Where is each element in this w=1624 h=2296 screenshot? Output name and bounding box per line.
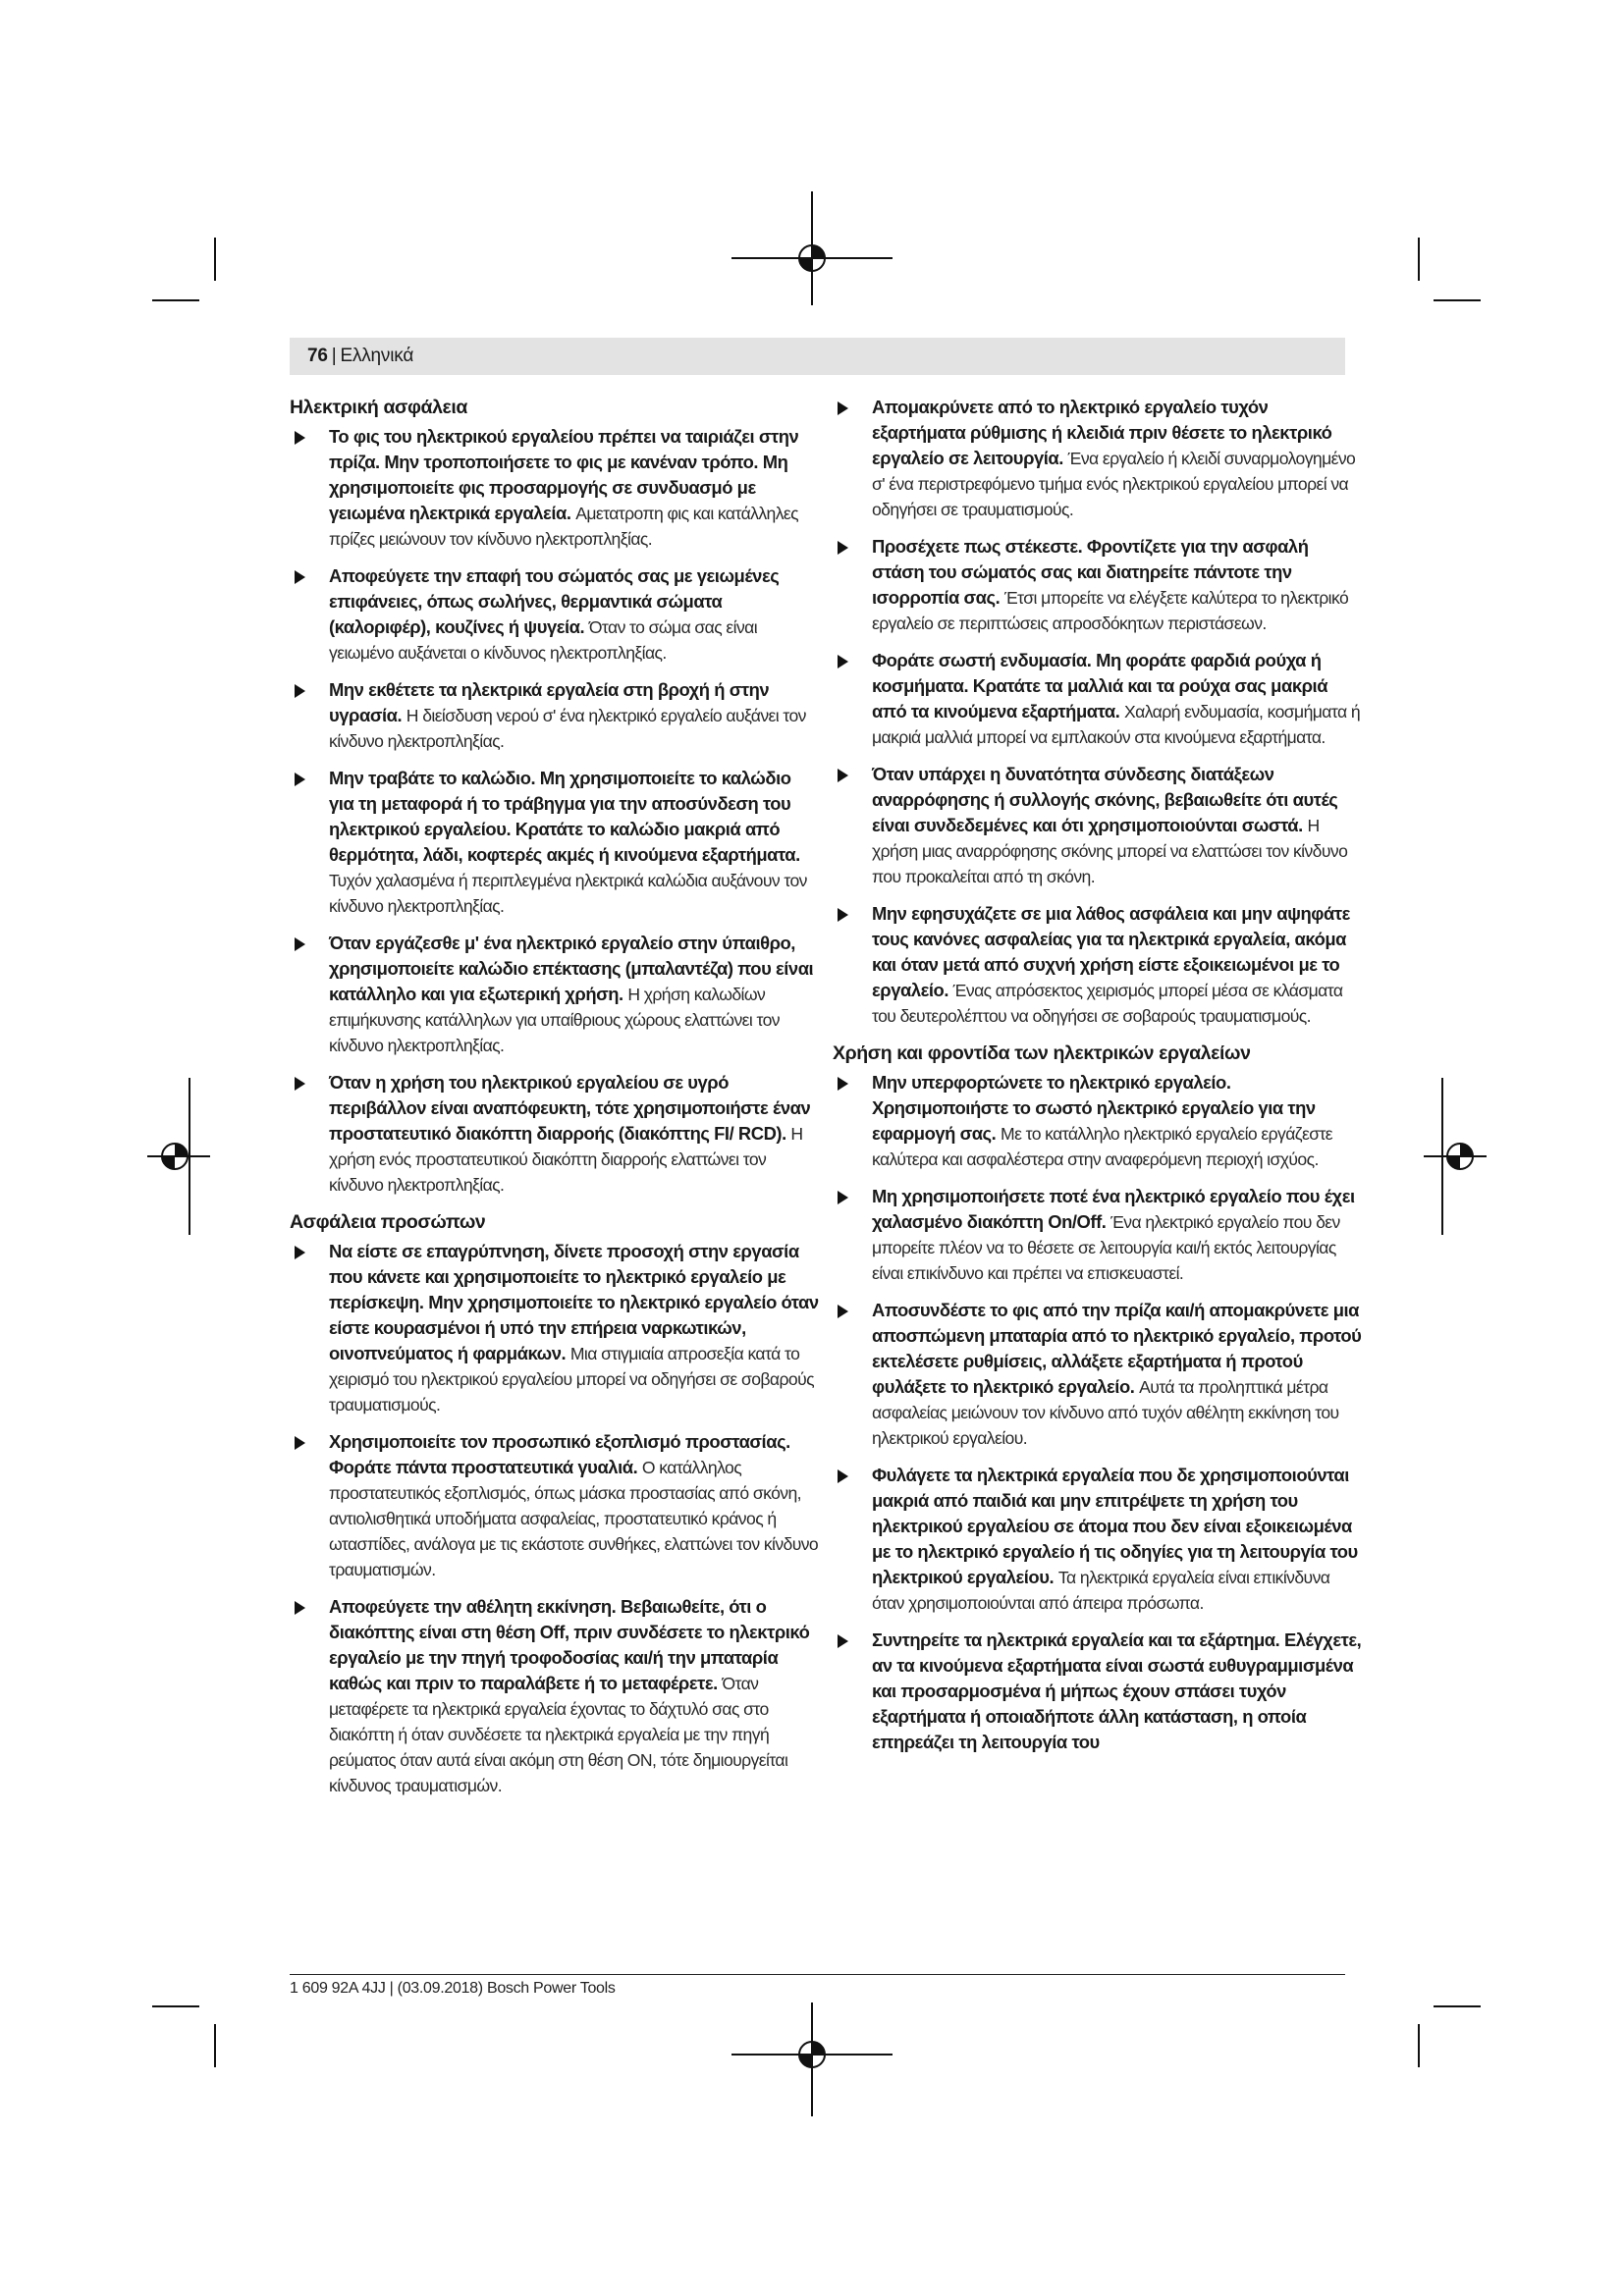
instruction-bold-text: Αποσυνδέστε το φις από την πρίζα και/ή απομακρύνετε μια αποσπώμενη μπαταρία από το ηλεκτρικό εργαλείο, προτού εκτελέσετε ρυθμίσεις, αλλάξετε εξαρτήματα ή προτού φυλάξετε το ηλεκτρικό εργαλείο. bbox=[872, 1300, 1362, 1397]
instruction-bold-text: Φοράτε σωστή ενδυμασία. Μη φοράτε φαρδιά ρούχα ή κοσμήματα. Κρατάτε τα μαλλιά και τα ρούχα σας μακριά από τα κινούμενα εξαρτήματα. bbox=[872, 650, 1328, 721]
instruction-explanation-text: Η χρήση ενός προστατευτικού διακόπτη διαρροής ελαττώνει τον κίνδυνο ηλεκτροπληξίας. bbox=[329, 1124, 803, 1195]
crop-mark bbox=[1434, 299, 1481, 301]
safety-instruction bbox=[290, 677, 820, 754]
bullet-triangle-icon bbox=[838, 1305, 848, 1318]
instruction-explanation-text: Η διείσδυση νερού σ' ένα ηλεκτρικό εργαλείο αυξάνει τον κίνδυνο ηλεκτροπληξίας. bbox=[329, 706, 806, 751]
left-column bbox=[290, 395, 820, 1810]
instruction-explanation-text: Έτσι μπορείτε να ελέγξετε καλύτερα το ηλεκτρικό εργαλείο σε περιπτώσεις απροσδόκητων περιστάσεων. bbox=[872, 588, 1349, 633]
instruction-explanation-text: Ο κατάλληλος προστατευτικός εξοπλισμός, όπως μάσκα προστασίας από σκόνη, αντιολισθητικά υποδήματα ασφαλείας, προστατευτικό κράνος ή ωτασπίδες, ανάλογα με τις εκάστοτε συνθήκες, ελαττώνει τον κίνδυνο τραυματισμών. bbox=[329, 1458, 819, 1579]
instruction-bold-text: Μην τραβάτε το καλώδιο. Μη χρησιμοποιείτε το καλώδιο για τη μεταφορά ή το τράβηγμα για την αποσύνδεση του ηλεκτρικού εργαλείου. Κρατάτε το καλώδιο μακριά από θερμότητα, λάδι, κοφτερές ακμές ή κινούμενα εξαρτήματα. bbox=[329, 768, 800, 865]
section-heading: Χρήση και φροντίδα των ηλεκτρικών εργαλείων bbox=[833, 1042, 1251, 1064]
instruction-bold-text: Μην εφησυχάζετε σε μια λάθος ασφάλεια και μην αψηφάτε τους κανόνες ασφαλείας για τα ηλεκτρικά εργαλεία, ακόμα και όταν μετά από συχνή χρήση είστε εξοικειωμένοι με το εργαλείο. bbox=[872, 903, 1350, 1000]
page-language: Ελληνικά bbox=[340, 346, 414, 366]
instruction-explanation-text: Η χρήση καλωδίων επιμήκυνσης κατάλληλων για υπαίθριους χώρους ελαττώνει τον κίνδυνο ηλεκτροπληξίας. bbox=[329, 985, 780, 1055]
bullet-triangle-icon bbox=[838, 908, 848, 922]
instruction-bold-text: Αποφεύγετε την επαφή του σώματός σας με γειωμένες επιφάνειες, όπως σωλήνες, θερμαντικά σώματα (καλοριφέρ), κουζίνες ή ψυγεία. bbox=[329, 565, 780, 637]
instruction-bold-text: Συντηρείτε τα ηλεκτρικά εργαλεία και τα εξάρτημα. Ελέγχετε, αν τα κινούμενα εξαρτήματα είναι σωστά ευθυγραμμισμένα και προσαρμοσμένα ή μήπως έχουν σπάσει τυχόν εξαρτήματα ή οποιαδήποτε άλλη κατάσταση, η οποία επηρεάζει τη λειτουργία του bbox=[872, 1629, 1362, 1752]
safety-instruction bbox=[833, 1184, 1363, 1286]
instruction-explanation-text: Χαλαρή ενδυμασία, κοσμήματα ή μακριά μαλλιά μπορεί να εμπλακούν στα κινούμενα εξαρτήματα. bbox=[872, 702, 1361, 747]
instruction-bold-text: Το φις του ηλεκτρικού εργαλείου πρέπει να ταιριάζει στην πρίζα. Μην τροποποιήσετε το φις με κανέναν τρόπο. Μη χρησιμοποιείτε φις προσαρμογής σε συνδυασμό με γειωμένα ηλεκτρικά εργαλεία. bbox=[329, 426, 799, 523]
page-header bbox=[290, 338, 1345, 375]
instruction-explanation-text: Μια στιγμιαία απροσεξία κατά το χειρισμό του ηλεκτρικού εργαλείου μπορεί να οδηγήσει σε σοβαρούς τραυματισμούς. bbox=[329, 1344, 814, 1415]
instruction-bold-text: Φυλάγετε τα ηλεκτρικά εργαλεία που δε χρησιμοποιούνται μακριά από παιδιά και μην επιτρέψετε τη χρήση του ηλεκτρικού εργαλείου σε άτομα που δεν είναι εξοικειωμένα με το ηλεκτρικό εργαλείο ή τις οδηγίες για τη λειτουργία του ηλεκτρικού εργαλείου. bbox=[872, 1465, 1358, 1587]
instruction-explanation-text: Όταν μεταφέρετε τα ηλεκτρικά εργαλεία έχοντας το δάχτυλό σας στο διακόπτη ή όταν συνδέσετε τα ηλεκτρικά εργαλεία με την πηγή ρεύματος όταν αυτά είναι ακόμη στη θέση ON, τότε δημιουργείται κίνδυνος τραυματισμών. bbox=[329, 1674, 788, 1795]
safety-instruction bbox=[833, 534, 1363, 636]
bullet-triangle-icon bbox=[838, 1469, 848, 1483]
safety-instruction bbox=[290, 1070, 820, 1198]
bullet-triangle-icon bbox=[295, 570, 305, 584]
instruction-bold-text: Όταν η χρήση του ηλεκτρικού εργαλείου σε υγρό περιβάλλον είναι αναπόφευκτη, τότε χρησιμοποιήστε έναν προστατευτικό διακόπτη διαρροής (διακόπτης FI/ RCD). bbox=[329, 1072, 811, 1144]
section-heading: Ασφάλεια προσώπων bbox=[290, 1211, 486, 1233]
right-column bbox=[833, 395, 1363, 1767]
page-number: 76 bbox=[307, 346, 328, 366]
instruction-explanation-text: Τυχόν χαλασμένα ή περιπλεγμένα ηλεκτρικά καλώδια αυξάνουν τον κίνδυνο ηλεκτροπληξίας. bbox=[329, 871, 807, 916]
safety-instruction bbox=[290, 931, 820, 1058]
crop-mark bbox=[152, 2005, 199, 2007]
registration-target-icon bbox=[1443, 1140, 1477, 1173]
section-heading: Ηλεκτρική ασφάλεια bbox=[290, 397, 468, 418]
bullet-triangle-icon bbox=[295, 684, 305, 698]
safety-instruction bbox=[833, 1628, 1363, 1755]
safety-instruction bbox=[290, 563, 820, 666]
bullet-triangle-icon bbox=[838, 1634, 848, 1648]
instruction-explanation-text: Ένα ηλεκτρικό εργαλείο που δεν μπορείτε πλέον να το θέσετε σε λειτουργία και/ή εκτός λειτουργίας είναι επικίνδυνο και πρέπει να επισκευαστεί. bbox=[872, 1212, 1340, 1283]
registration-target-icon bbox=[795, 2038, 829, 2071]
bullet-triangle-icon bbox=[838, 769, 848, 782]
crop-mark bbox=[1418, 238, 1420, 281]
registration-target-icon bbox=[158, 1140, 191, 1173]
instruction-bold-text: Αποφεύγετε την αθέλητη εκκίνηση. Βεβαιωθείτε, ότι ο διακόπτης είναι στη θέση Off, πριν συνδέσετε το ηλεκτρικό εργαλείο με την πηγή τροφοδοσίας και/ή την μπαταρία καθώς και πριν το παραλάβετε ή το μεταφέρετε. bbox=[329, 1596, 810, 1693]
instruction-explanation-text: Αμετατροπη φις και κατάλληλες πρίζες μειώνουν τον κίνδυνο ηλεκτροπληξίας. bbox=[329, 504, 799, 549]
instruction-explanation-text: Ένα εργαλείο ή κλειδί συναρμολογημένο σ' ένα περιστρεφόμενο τμήμα ενός ηλεκτρικού εργαλείου μπορεί να οδηγήσει σε τραυματισμούς. bbox=[872, 449, 1356, 519]
crop-mark bbox=[214, 238, 216, 281]
instruction-bold-text: Χρησιμοποιείτε τον προσωπικό εξοπλισμό προστασίας. Φοράτε πάντα προστατευτικά γυαλιά. bbox=[329, 1431, 790, 1477]
safety-instruction bbox=[833, 762, 1363, 889]
instruction-explanation-text: Όταν το σώμα σας είναι γειωμένο αυξάνεται ο κίνδυνος ηλεκτροπληξίας. bbox=[329, 617, 758, 663]
bullet-triangle-icon bbox=[295, 937, 305, 951]
instruction-bold-text: Όταν εργάζεσθε μ' ένα ηλεκτρικό εργαλείο στην ύπαιθρο, χρησιμοποιείτε καλώδιο επέκτασης (μπαλαντέζα) που είναι κατάλληλο και για εξωτερική χρήση. bbox=[329, 933, 814, 1004]
safety-instruction bbox=[833, 648, 1363, 750]
instruction-explanation-text: Αυτά τα προληπτικά μέτρα ασφαλείας μειώνουν τον κίνδυνο από τυχόν αθέλητη εκκίνηση του ηλεκτρικού εργαλείου. bbox=[872, 1377, 1339, 1448]
safety-instruction bbox=[833, 395, 1363, 522]
bullet-triangle-icon bbox=[295, 431, 305, 445]
instruction-bold-text: Μην υπερφορτώνετε το ηλεκτρικό εργαλείο. Χρησιμοποιήστε το σωστό ηλεκτρικό εργαλείο για την εφαρμογή σας. bbox=[872, 1072, 1316, 1144]
instruction-explanation-text: Τα ηλεκτρικά εργαλεία είναι επικίνδυνα όταν χρησιμοποιούνται από άπειρα πρόσωπα. bbox=[872, 1568, 1330, 1613]
bullet-triangle-icon bbox=[838, 1077, 848, 1091]
registration-target-icon bbox=[795, 241, 829, 275]
instruction-bold-text: Μη χρησιμοποιήσετε ποτέ ένα ηλεκτρικό εργαλείο που έχει χαλασμένο διακόπτη On/Off. bbox=[872, 1186, 1355, 1232]
instruction-bold-text: Απομακρύνετε από το ηλεκτρικό εργαλείο τυχόν εξαρτήματα ρύθμισης ή κλειδιά πριν θέσετε το ηλεκτρικό εργαλείο σε λειτουργία. bbox=[872, 397, 1332, 468]
safety-instruction bbox=[833, 1298, 1363, 1451]
crop-mark bbox=[1434, 2005, 1481, 2007]
safety-instruction bbox=[290, 1594, 820, 1798]
bullet-triangle-icon bbox=[838, 1191, 848, 1204]
safety-instruction bbox=[833, 1070, 1363, 1172]
bullet-triangle-icon bbox=[838, 655, 848, 668]
crop-mark bbox=[214, 2024, 216, 2067]
instruction-explanation-text: Με το κατάλληλο ηλεκτρικό εργαλείο εργάζεστε καλύτερα και ασφαλέστερα στην αναφερόμενη περιοχή ισχύος. bbox=[872, 1124, 1333, 1169]
safety-instruction bbox=[290, 1429, 820, 1582]
bullet-triangle-icon bbox=[838, 401, 848, 415]
safety-instruction bbox=[290, 1239, 820, 1417]
instruction-bold-text: Προσέχετε πως στέκεστε. Φροντίζετε για την ασφαλή στάση του σώματός σας και διατηρείτε πάντοτε την ισορροπία σας. bbox=[872, 536, 1309, 608]
bullet-triangle-icon bbox=[295, 773, 305, 786]
bullet-triangle-icon bbox=[295, 1601, 305, 1615]
instruction-bold-text: Όταν υπάρχει η δυνατότητα σύνδεσης διατάξεων αναρρόφησης ή συλλογής σκόνης, βεβαιωθείτε ότι αυτές είναι συνδεδεμένες και ότι χρησιμοποιούνται σωστά. bbox=[872, 764, 1338, 835]
footer-imprint: 1 609 92A 4JJ | (03.09.2018) Bosch Power Tools bbox=[290, 1980, 616, 1997]
crop-mark bbox=[152, 299, 199, 301]
header-separator: | bbox=[331, 346, 337, 366]
footer-rule bbox=[290, 1974, 1345, 1975]
safety-instruction bbox=[833, 1463, 1363, 1616]
instruction-explanation-text: Η χρήση μιας αναρρόφησης σκόνης μπορεί να ελαττώσει τον κίνδυνο που προκαλείται από τη σκόνη. bbox=[872, 816, 1348, 886]
instruction-bold-text: Μην εκθέτετε τα ηλεκτρικά εργαλεία στη βροχή ή στην υγρασία. bbox=[329, 679, 770, 725]
instruction-bold-text: Να είστε σε επαγρύπνηση, δίνετε προσοχή στην εργασία που κάνετε και χρησιμοποιείτε το ηλεκτρικό εργαλείο με περίσκεψη. Μην χρησιμοποιείτε το ηλεκτρικό εργαλείο όταν είστε κουρασμένοι ή υπό την επήρεια ναρκωτικών, οινοπνεύματος ή φαρμάκων. bbox=[329, 1241, 819, 1363]
instruction-explanation-text: Ένας απρόσεκτος χειρισμός μπορεί μέσα σε κλάσματα του δευτερολέπτου να οδηγήσει σε σοβαρούς τραυματισμούς. bbox=[872, 981, 1343, 1026]
safety-instruction bbox=[290, 424, 820, 552]
crop-mark bbox=[1418, 2024, 1420, 2067]
bullet-triangle-icon bbox=[838, 541, 848, 555]
safety-instruction bbox=[290, 766, 820, 919]
bullet-triangle-icon bbox=[295, 1436, 305, 1450]
safety-instruction bbox=[833, 901, 1363, 1029]
bullet-triangle-icon bbox=[295, 1077, 305, 1091]
bullet-triangle-icon bbox=[295, 1246, 305, 1259]
